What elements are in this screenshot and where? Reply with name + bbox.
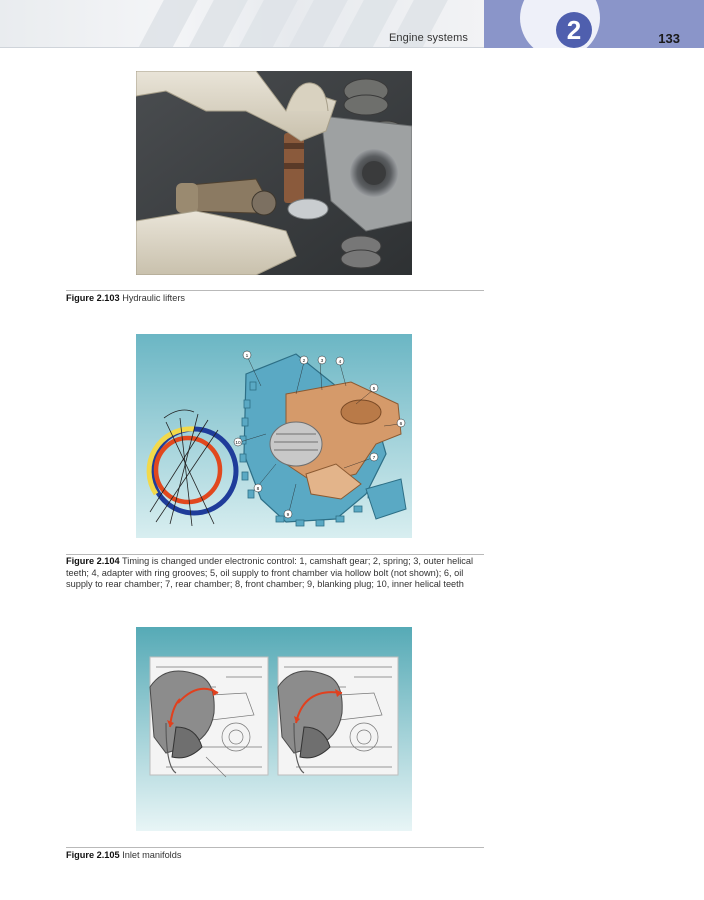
callout-5: 5 — [372, 386, 376, 392]
manifold-right — [278, 657, 398, 775]
hydraulic-lifters-image — [136, 71, 412, 275]
inlet-manifolds-image — [136, 627, 412, 831]
figure-rule — [66, 290, 484, 291]
figure-label: Figure 2.105 — [66, 850, 120, 860]
figure-caption — [66, 293, 484, 305]
callout-6: 6 — [399, 421, 403, 427]
figure-caption-text: Timing is changed under electronic control: 1, camshaft gear; 2, spring; 3, outer helical teeth; 4, adapter with ring grooves; 5, oil supply to front chamber via hollow bolt (not shown); 6, oil supply to rear chamber; 7, rear chamber; 8, front chamber; 9, blanking plug; 10, inner helical teeth — [66, 556, 474, 589]
figure-caption — [66, 556, 484, 591]
figure-inlet-manifolds — [136, 627, 412, 831]
figure-label: Figure 2.104 — [66, 556, 120, 566]
page-number: 133 — [658, 31, 680, 46]
timing-cutaway-image — [136, 334, 412, 538]
section-title: Engine systems — [388, 32, 468, 44]
figure-hydraulic-lifters-photo — [136, 71, 412, 275]
manifold-left — [150, 657, 268, 777]
callout-10: 10 — [235, 440, 241, 446]
callout-3: 3 — [320, 358, 324, 364]
figure-timing-diagram — [136, 334, 412, 538]
chapter-number: 2 — [556, 12, 592, 48]
figure-caption-text: Hydraulic lifters — [122, 293, 185, 303]
callout-9: 9 — [286, 512, 290, 518]
callout-7: 7 — [372, 455, 376, 461]
callout-4: 4 — [338, 359, 342, 365]
figure-caption-text: Inlet manifolds — [122, 850, 182, 860]
figure-rule — [66, 847, 484, 848]
callout-1: 1 — [245, 353, 249, 359]
callout-8: 8 — [256, 486, 260, 492]
header-rule — [0, 47, 484, 48]
figure-label: Figure 2.103 — [66, 293, 120, 303]
callout-2: 2 — [302, 358, 306, 364]
figure-rule — [66, 554, 484, 555]
figure-caption — [66, 850, 484, 862]
